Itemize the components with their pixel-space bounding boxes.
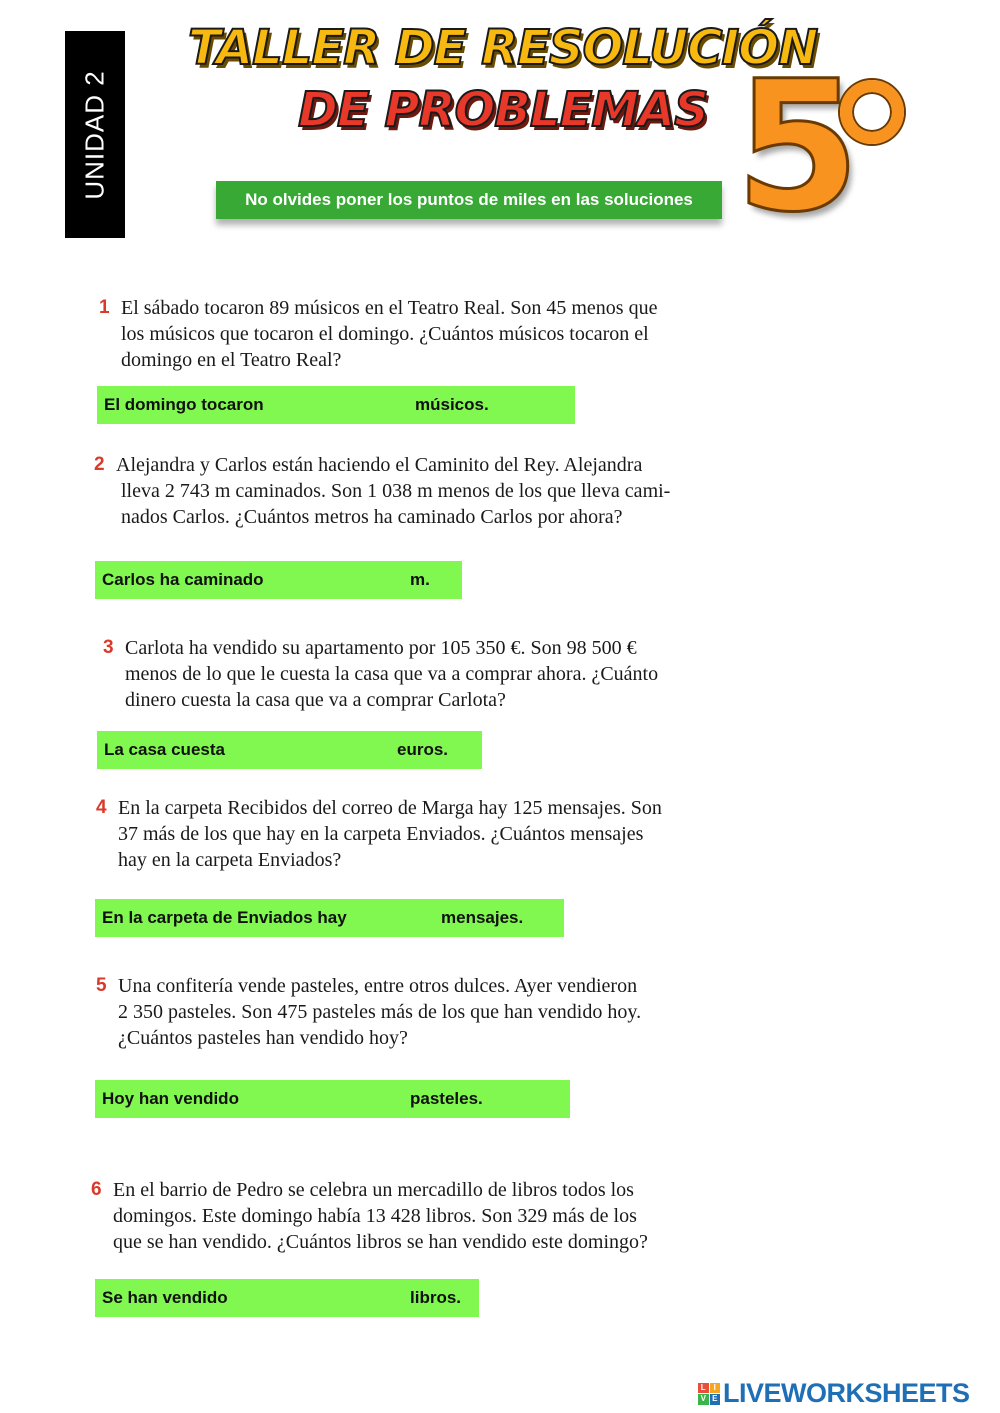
problem-line: En el barrio de Pedro se celebra un mercadillo de libros todos los (113, 1179, 634, 1201)
degree-symbol (840, 80, 904, 144)
answer-box-1 (97, 386, 575, 424)
reminder-banner: No olvides poner los puntos de miles en las soluciones (216, 181, 722, 219)
liveworksheets-brand (698, 1378, 970, 1409)
problem-1 (99, 295, 658, 373)
answer-suffix: músicos. (415, 395, 489, 414)
problem-line: nados Carlos. ¿Cuántos metros ha caminado Carlos por ahora? (121, 506, 623, 528)
unit-tab (65, 31, 125, 238)
answer-prefix: Se han vendido (102, 1288, 228, 1307)
problem-line: ¿Cuántos pasteles han vendido hoy? (118, 1027, 408, 1049)
logo-letter: V (698, 1394, 709, 1405)
brand-name: LIVEWORKSHEETS (723, 1378, 970, 1408)
title-line-2: DE PROBLEMAS (298, 82, 708, 138)
answer-box-6 (95, 1279, 479, 1317)
problem-number: 2 (94, 454, 105, 475)
problem-line: 37 más de los que hay en la carpeta Enviados. ¿Cuántos mensajes (118, 823, 644, 845)
problem-line: Una confitería vende pasteles, entre otros dulces. Ayer vendieron (118, 975, 638, 997)
problem-line: El sábado tocaron 89 músicos en el Teatro Real. Son 45 menos que (121, 297, 658, 319)
problem-line: dinero cuesta la casa que va a comprar Carlota? (125, 689, 506, 711)
problem-line: lleva 2 743 m caminados. Son 1 038 m menos de los que lleva cami- (121, 480, 671, 502)
answer-suffix: mensajes. (441, 908, 524, 927)
title-line-1: TALLER DE RESOLUCIÓN (188, 20, 818, 76)
answer-suffix: m. (410, 570, 430, 589)
answer-box-4 (95, 899, 564, 937)
problem-number: 6 (91, 1179, 102, 1200)
problem-3 (103, 635, 659, 713)
liveworksheets-logo-icon (698, 1383, 720, 1405)
problem-2 (94, 452, 671, 530)
problem-line: domingos. Este domingo había 13 428 libros. Son 329 más de los (113, 1205, 637, 1227)
answer-prefix: Carlos ha caminado (102, 570, 264, 589)
problem-line: domingo en el Teatro Real? (121, 349, 342, 371)
logo-letter: I (710, 1383, 721, 1394)
problem-number: 1 (99, 297, 110, 318)
problem-number: 3 (103, 637, 114, 658)
logo-letter: E (710, 1394, 721, 1405)
answer-prefix: En la carpeta de Enviados hay (102, 908, 347, 927)
answer-prefix: La casa cuesta (104, 740, 225, 759)
problem-line: hay en la carpeta Enviados? (118, 849, 342, 871)
grade-number: 5 (735, 43, 861, 252)
problem-6 (91, 1177, 648, 1255)
problem-4 (96, 795, 662, 873)
answer-prefix: El domingo tocaron (104, 395, 264, 414)
answer-prefix: Hoy han vendido (102, 1089, 239, 1108)
problem-line: los músicos que tocaron el domingo. ¿Cuántos músicos tocaron el (121, 323, 649, 345)
answer-suffix: pasteles. (410, 1089, 483, 1108)
answer-box-5 (95, 1080, 570, 1118)
answer-box-3 (97, 731, 482, 769)
logo-letter: L (698, 1383, 709, 1394)
problem-line: 2 350 pasteles. Son 475 pasteles más de los que han vendido hoy. (118, 1001, 642, 1023)
problem-number: 5 (96, 975, 107, 996)
problem-5 (96, 973, 642, 1051)
problem-line: Carlota ha vendido su apartamento por 105 350 €. Son 98 500 € (125, 637, 637, 659)
problem-line: Alejandra y Carlos están haciendo el Caminito del Rey. Alejandra (116, 454, 643, 476)
answer-box-2 (95, 561, 462, 599)
unit-label: UNIDAD 2 (79, 69, 110, 200)
answer-suffix: libros. (410, 1288, 462, 1307)
problem-number: 4 (96, 797, 107, 818)
problem-line: menos de lo que le cuesta la casa que va a comprar ahora. ¿Cuánto (125, 663, 659, 685)
answer-suffix: euros. (397, 740, 449, 759)
problem-line: En la carpeta Recibidos del correo de Marga hay 125 mensajes. Son (118, 797, 662, 819)
problem-line: que se han vendido. ¿Cuántos libros se han vendido este domingo? (113, 1231, 648, 1253)
